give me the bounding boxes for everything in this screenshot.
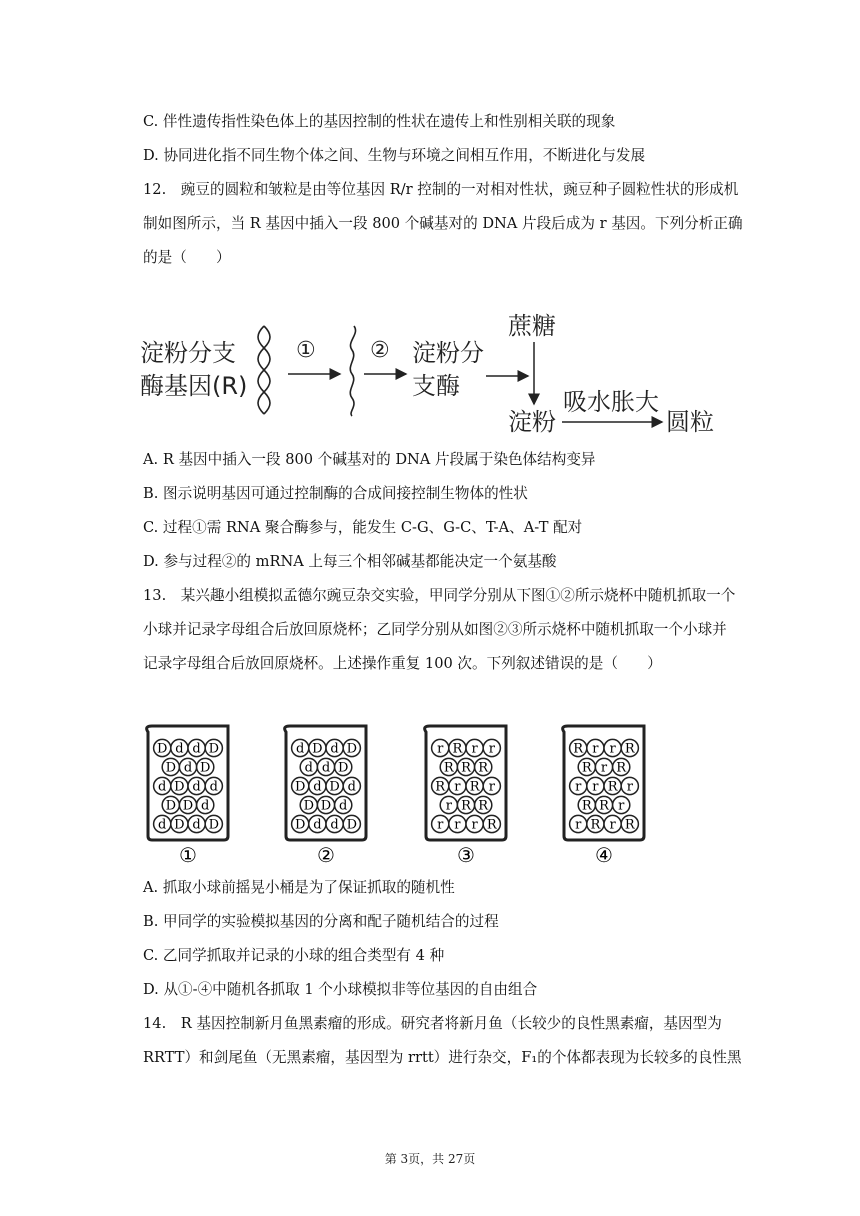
ball-letter: r xyxy=(592,741,599,757)
dna-helix-icon xyxy=(258,326,270,414)
ball-letter: D xyxy=(156,741,168,757)
ball-letter: d xyxy=(296,741,305,757)
gene-label-line2: 酶基因(R) xyxy=(140,372,248,400)
ball-letter: r xyxy=(445,798,452,814)
ball-letter: R xyxy=(486,817,497,833)
ball-letter: D xyxy=(199,760,211,776)
ball-letter: R xyxy=(469,779,480,795)
ball-letter: d xyxy=(192,741,201,757)
starch-branching-enzyme-diagram xyxy=(140,304,740,444)
ball-letter: D xyxy=(337,760,349,776)
ball-letter: R xyxy=(590,817,601,833)
ball-letter: r xyxy=(626,779,633,795)
ball-letter: D xyxy=(165,798,177,814)
ball-letter: d xyxy=(330,741,339,757)
beakers-svg xyxy=(140,718,680,866)
beakers-figure xyxy=(140,718,680,866)
ball-letter: r xyxy=(609,817,616,833)
text-line-q13a: 13. 某兴趣小组模拟孟德尔豌豆杂交实验，甲同学分别从下图①②所示烧杯中随机抓取一个 xyxy=(143,587,736,604)
ball-letter: r xyxy=(488,741,495,757)
ball-letter: R xyxy=(461,760,471,776)
ball-letter: R xyxy=(599,798,609,814)
ball-letter: d xyxy=(347,779,356,795)
ball-letter: D xyxy=(346,817,358,833)
ball-letter: D xyxy=(346,741,358,757)
ball-letter: D xyxy=(294,779,306,795)
ball-letter: D xyxy=(174,779,185,795)
ball-letter: R xyxy=(607,779,618,795)
ball-letter: D xyxy=(174,817,185,833)
beaker-label: ① xyxy=(179,843,197,866)
ball-letter: d xyxy=(313,779,322,795)
text-line-q13c: 记录字母组合后放回原烧杯。上述操作重复 100 次。下列叙述错误的是（ ） xyxy=(143,655,662,672)
text-line-q12c: 的是（ ） xyxy=(143,249,231,266)
ball-letter: R xyxy=(435,779,446,795)
ball-letter: R xyxy=(581,798,592,814)
text-line-q14b: RRTT）和剑尾鱼（无黑素瘤，基因型为 rrtt）进行杂交，F₁的个体都表现为长较多的良性黑 xyxy=(143,1049,742,1066)
ball-letter: D xyxy=(208,741,220,757)
ball-letter: r xyxy=(454,817,461,833)
ball-letter: r xyxy=(437,741,444,757)
beaker-label: ② xyxy=(317,843,335,866)
ball-letter: D xyxy=(329,779,340,795)
ball-letter: d xyxy=(158,817,167,833)
ball-letter: r xyxy=(488,779,495,795)
ball-letter: d xyxy=(304,760,313,776)
ball-letter: d xyxy=(192,779,201,795)
step2-label: ② xyxy=(370,338,390,363)
text-line-q13C: C. 乙同学抓取并记录的小球的组合类型有 4 种 xyxy=(143,947,445,964)
enzyme-label-line2: 支酶 xyxy=(412,372,460,400)
absorb-label: 吸水胀大 xyxy=(563,388,659,416)
ball-letter: r xyxy=(618,798,625,814)
ball-letter: r xyxy=(600,760,608,776)
ball-letter: D xyxy=(303,798,315,814)
text-line-q11c: C. 伴性遗传指性染色体上的基因控制的性状在遗传上和性别相关联的现象 xyxy=(143,113,616,130)
text-line-q13D: D. 从①-④中随机各抓取 1 个小球模拟非等位基因的自由组合 xyxy=(143,981,538,998)
gene-label-line1: 淀粉分支 xyxy=(140,339,236,367)
ball-letter: d xyxy=(339,798,348,814)
ball-letter: D xyxy=(208,817,220,833)
ball-letter: D xyxy=(320,798,332,814)
ball-letter: R xyxy=(616,760,627,776)
text-line-q13B: B. 甲同学的实验模拟基因的分离和配子随机结合的过程 xyxy=(143,913,499,930)
text-line-q12B: B. 图示说明基因可通过控制酶的合成间接控制生物体的性状 xyxy=(143,485,528,502)
ball-letter: R xyxy=(443,760,454,776)
round-label: 圆粒 xyxy=(666,408,714,436)
ball-letter: R xyxy=(461,798,471,814)
beaker-1 xyxy=(147,726,228,866)
text-line-q12D: D. 参与过程②的 mRNA 上每三个相邻碱基都能决定一个氨基酸 xyxy=(143,553,557,570)
ball-letter: d xyxy=(175,741,184,757)
ball-letter: R xyxy=(452,741,463,757)
ball-letter: R xyxy=(478,798,489,814)
ball-letter: d xyxy=(183,760,193,776)
sucrose-label: 蔗糖 xyxy=(508,312,556,340)
beaker-label: ④ xyxy=(595,843,613,866)
ball-letter: r xyxy=(454,779,461,795)
text-line-q12C: C. 过程①需 RNA 聚合酶参与，能发生 C-G、G-C、T-A、A-T 配对 xyxy=(143,519,583,536)
page-footer: 第 3页，共 27页 xyxy=(384,1152,476,1166)
text-line-q12a: 12. 豌豆的圆粒和皱粒是由等位基因 R/r 控制的一对相对性状，豌豆种子圆粒性状的形成机 xyxy=(143,181,739,198)
text-line-q14a: 14. R 基因控制新月鱼黑素瘤的形成。研究者将新月鱼（长较少的良性黑素瘤，基因型为 xyxy=(143,1015,722,1032)
ball-letter: D xyxy=(165,760,177,776)
text-line-q11d: D. 协同进化指不同生物个体之间、生物与环境之间相互作用，不断进化与发展 xyxy=(143,147,646,164)
beaker-4 xyxy=(563,726,644,866)
enzyme-label-line1: 淀粉分 xyxy=(412,339,484,367)
ball-letter: d xyxy=(209,779,218,795)
text-line-q13b: 小球并记录字母组合后放回原烧杯；乙同学分别从如图②③所示烧杯中随机抓取一个小球并 xyxy=(143,621,727,638)
ball-letter: d xyxy=(313,817,322,833)
starch-label: 淀粉 xyxy=(508,408,556,436)
mrna-icon xyxy=(350,326,355,416)
step1-label: ① xyxy=(296,338,316,363)
text-line-q12A: A. R 基因中插入一段 800 个碱基对的 DNA 片段属于染色体结构变异 xyxy=(143,451,596,468)
ball-letter: r xyxy=(471,817,478,833)
ball-letter: R xyxy=(581,760,592,776)
beaker-label: ③ xyxy=(457,843,475,866)
ball-letter: d xyxy=(201,798,210,814)
ball-letter: D xyxy=(182,798,194,814)
ball-letter: d xyxy=(158,779,167,795)
ball-letter: r xyxy=(575,817,582,833)
ball-letter: d xyxy=(330,817,339,833)
ball-letter: d xyxy=(321,760,331,776)
ball-letter: r xyxy=(471,741,478,757)
ball-letter: r xyxy=(592,779,599,795)
ball-letter: r xyxy=(609,741,616,757)
ball-letter: R xyxy=(624,741,635,757)
ball-letter: r xyxy=(575,779,582,795)
diagram-arrows xyxy=(140,304,740,444)
text-line-q12b: 制如图所示，当 R 基因中插入一段 800 个碱基对的 DNA 片段后成为 r 基因。下列分析正确 xyxy=(143,215,743,232)
ball-letter: R xyxy=(478,760,489,776)
beaker-2 xyxy=(285,726,366,866)
ball-letter: R xyxy=(624,817,635,833)
ball-letter: R xyxy=(573,741,584,757)
beaker-3 xyxy=(425,726,506,866)
ball-letter: d xyxy=(192,817,201,833)
ball-letter: r xyxy=(437,817,444,833)
text-line-q13A: A. 抓取小球前摇晃小桶是为了保证抓取的随机性 xyxy=(143,879,455,896)
ball-letter: D xyxy=(312,741,323,757)
ball-letter: D xyxy=(294,817,306,833)
